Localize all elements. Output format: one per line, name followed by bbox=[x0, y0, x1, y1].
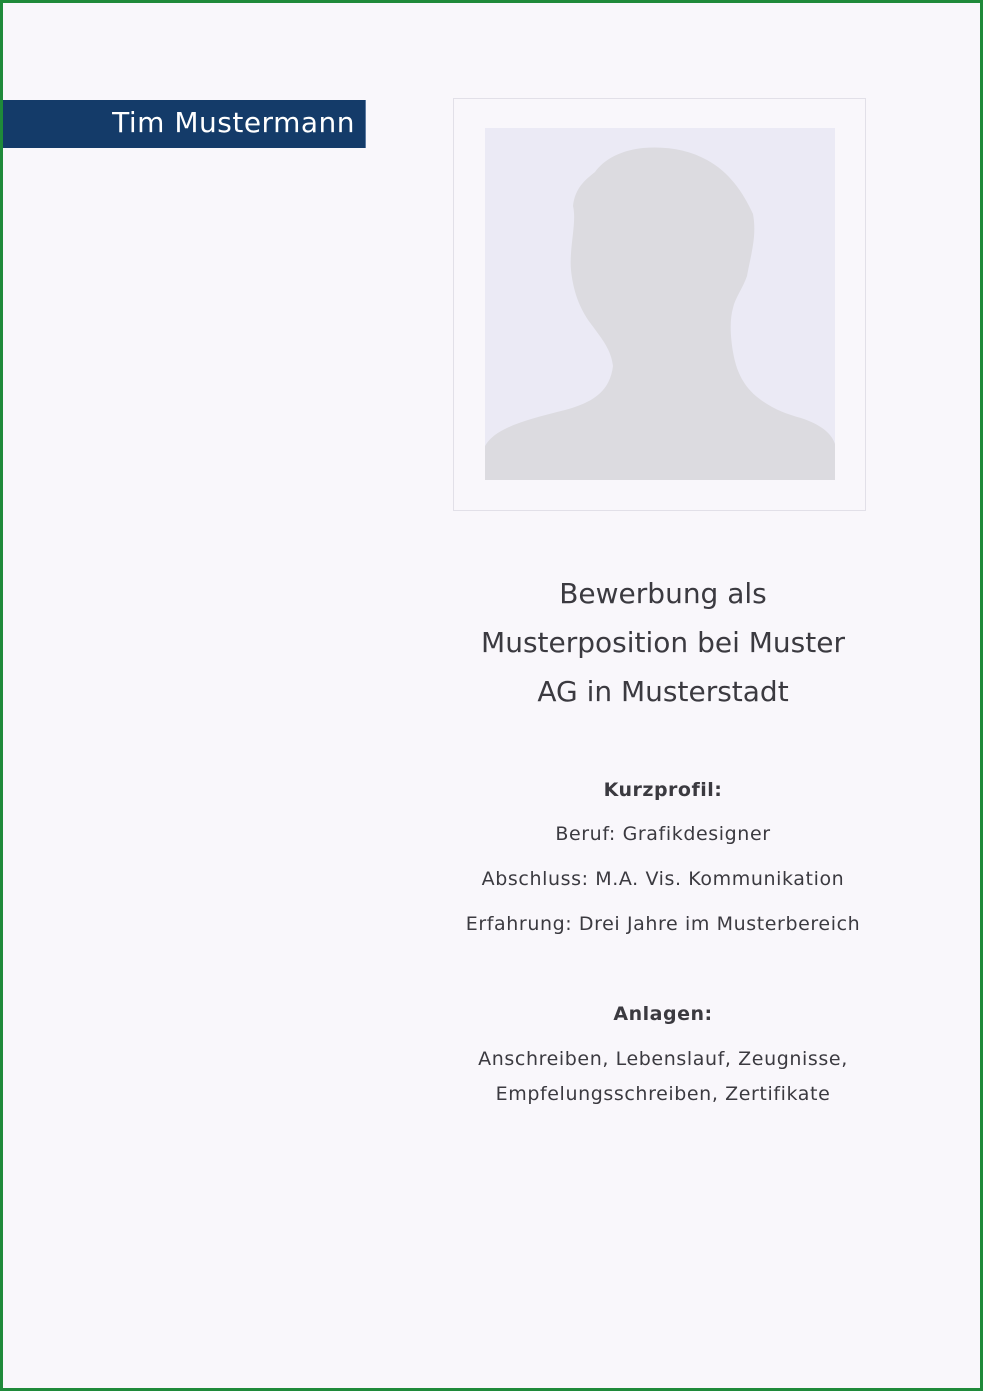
applicant-name: Tim Mustermann bbox=[112, 106, 355, 139]
profile-line: Abschluss: M.A. Vis. Kommunikation bbox=[481, 868, 845, 890]
attachments-line: Empfelungsschreiben, Zertifikate bbox=[495, 1083, 831, 1105]
name-banner bbox=[3, 100, 366, 148]
profile-line: Erfahrung: Drei Jahre im Musterbereich bbox=[465, 913, 861, 935]
title-line: AG in Musterstadt bbox=[537, 675, 789, 708]
title-line: Bewerbung als bbox=[559, 577, 767, 610]
person-silhouette-icon bbox=[485, 128, 835, 480]
profile-photo bbox=[485, 128, 835, 480]
photo-frame bbox=[453, 98, 866, 511]
profile-line: Beruf: Grafikdesigner bbox=[555, 823, 771, 845]
profile-heading: Kurzprofil: bbox=[603, 779, 723, 801]
attachments-line: Anschreiben, Lebenslauf, Zeugnisse, bbox=[478, 1048, 848, 1070]
application-title bbox=[443, 569, 883, 716]
title-line: Musterposition bei Muster bbox=[481, 626, 845, 659]
attachments-heading: Anlagen: bbox=[613, 1003, 713, 1025]
